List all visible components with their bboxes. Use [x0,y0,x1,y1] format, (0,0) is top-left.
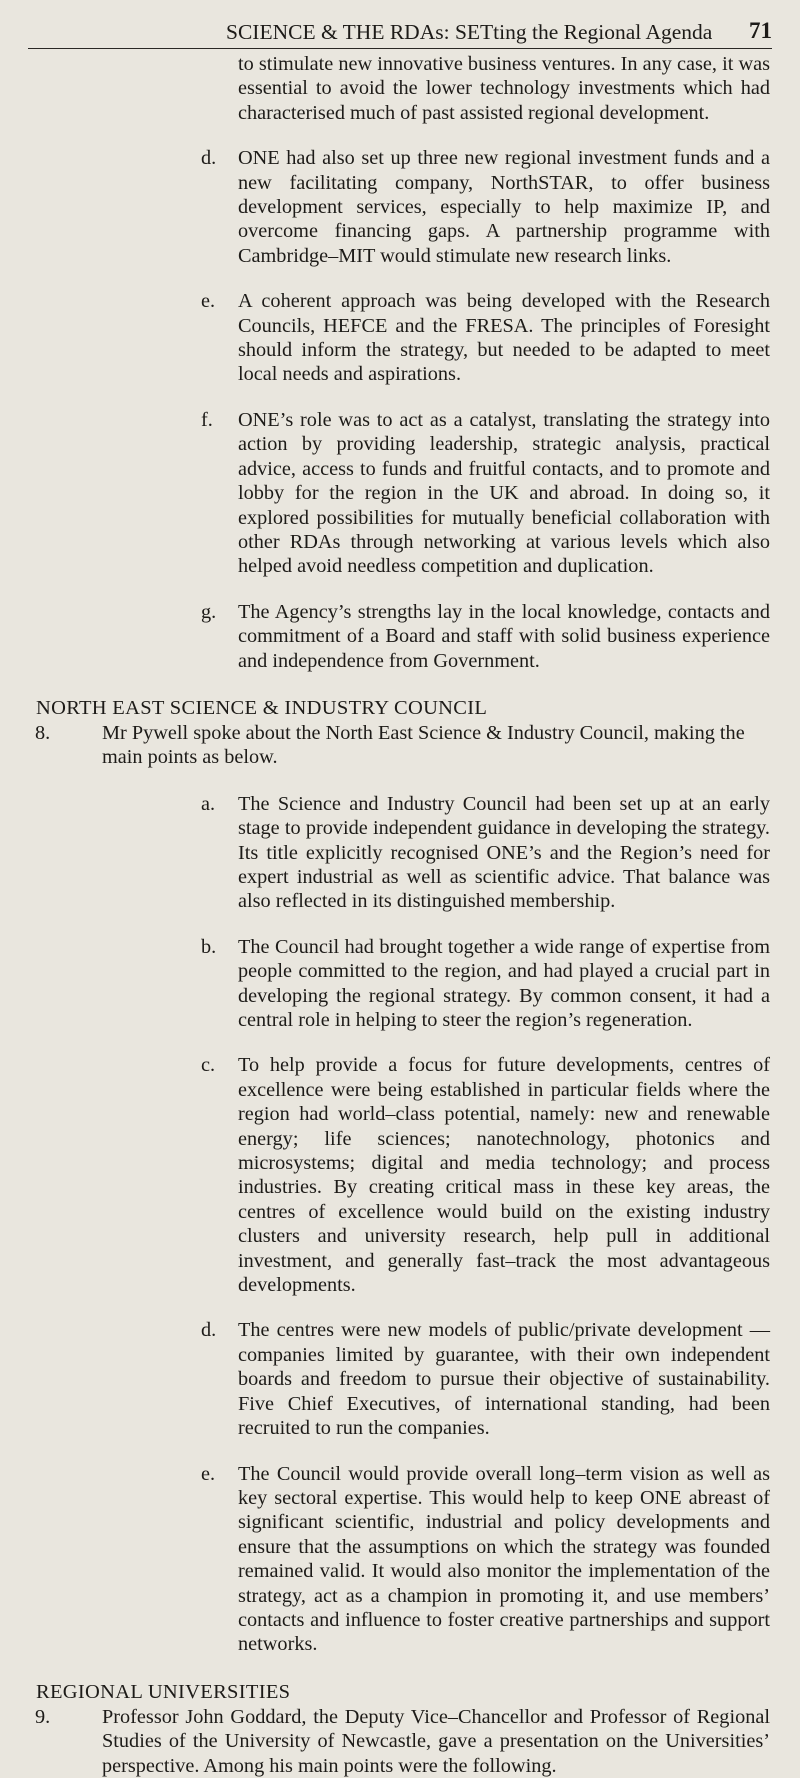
list-item-e [201,289,770,387]
item-text: The Agency’s strengths lay in the local knowledge, contacts and commitment of a Board and staff with solid business experience and independence from Government. [238,600,770,672]
item-text: The centres were new models of public/private development — companies limited by guarantee, with their own independent boards and freedom to pursue their objective of sustainability. Five Chief Executives, of international standing, had been recruited to run the companies. [238,1319,770,1440]
item-label: e. [201,1462,216,1485]
page-number: 71 [749,18,772,43]
list-item-c [201,1053,770,1297]
header-title: SCIENCE & THE RDAs: SETting the Regional Agenda [226,20,713,44]
paragraph-text: Mr Pywell spoke about the North East Science & Industry Council, making the main points as below. [102,721,745,769]
paragraph-number: 8. [35,721,51,744]
item-text: A coherent approach was being developed with the Research Councils, HEFCE and the FRESA. The principles of Foresight should inform the strategy, but needed to be adapted to meet local needs and aspirations. [238,290,770,386]
list-item-g [201,600,770,673]
running-header [28,14,772,49]
item-label: c. [201,1054,216,1077]
item-text: The Council would provide overall long–term vision as well as key sectoral expertise. This would help to keep ONE abreast of significant scientific, industrial and policy developments and ensure that the assumptions on which the strategy was founded remained valid. It would also monitor the implementation of the strategy, act as a champion in promoting it, and use members’ contacts and influence to foster creative partnerships and support networks. [238,1462,770,1656]
item-text: ONE had also set up three new regional investment funds and a new facilitating company, NorthSTAR, to offer business development services, especially to help maximize IP, and overcome financing gaps. A partnership programme with Cambridge–MIT would stimulate new research links. [238,147,770,267]
item-label: e. [201,290,216,313]
continuation-paragraph: to stimulate new innovative business ventures. In any case, it was essential to avoid the lower technology investments which had characterised much of past assisted regional development. [238,53,770,124]
list-item-d [201,146,770,268]
item-text: The Science and Industry Council had been set up at an early stage to provide independent guidance in developing the strategy. Its title explicitly recognised ONE’s and the Region’s need for expert industrial as well as scientific advice. That balance was also reflected in its distinguished membership. [238,792,770,913]
paragraph-number: 9. [35,1705,51,1728]
list-item-e2 [201,1462,770,1657]
list-item-d2 [201,1318,770,1440]
numbered-paragraph-8 [35,721,770,770]
numbered-paragraph-9 [35,1705,770,1778]
item-label: g. [201,600,217,623]
section-heading-universities: REGIONAL UNIVERSITIES [36,1680,291,1703]
list-item-f [201,408,770,579]
item-text: ONE’s role was to act as a catalyst, translating the strategy into action by providing leadership, strategic analysis, practical advice, access to funds and fruitful contacts, and to promote and lobby for the region in the UK and abroad. In doing so, it explored possibilities for mutually beneficial collaboration with other RDAs through networking at various levels which also helped avoid needless competition and duplication. [238,408,770,578]
section-heading-science-council: NORTH EAST SCIENCE & INDUSTRY COUNCIL [36,696,488,719]
list-item-b [201,935,770,1033]
item-label: a. [201,792,216,815]
item-label: f. [201,408,213,431]
item-text: The Council had brought together a wide range of expertise from people committed to the region, and had played a crucial part in developing the regional strategy. By common consent, it had a central role in helping to steer the region’s regeneration. [238,935,770,1031]
list-item-a [201,792,770,914]
item-label: d. [201,1319,217,1342]
item-label: d. [201,147,217,170]
item-label: b. [201,935,217,958]
paragraph-text: Professor John Goddard, the Deputy Vice–Chancellor and Professor of Regional Studies of the University of Newcastle, gave a presentation on the Universities’ perspective. Among his main points were the following. [102,1705,770,1777]
item-text: To help provide a focus for future developments, centres of excellence were being established in particular fields where the region had world–class potential, namely: new and renewable energy; life sciences; nanotechnology, photonics and microsystems; digital and media technology; and process industries. By creating critical mass in these key areas, the centres of excellence would build on the existing industry clusters and university research, help pull in additional investment, and generally fast–track the most advantageous developments. [238,1054,770,1297]
page-content [0,52,800,1778]
